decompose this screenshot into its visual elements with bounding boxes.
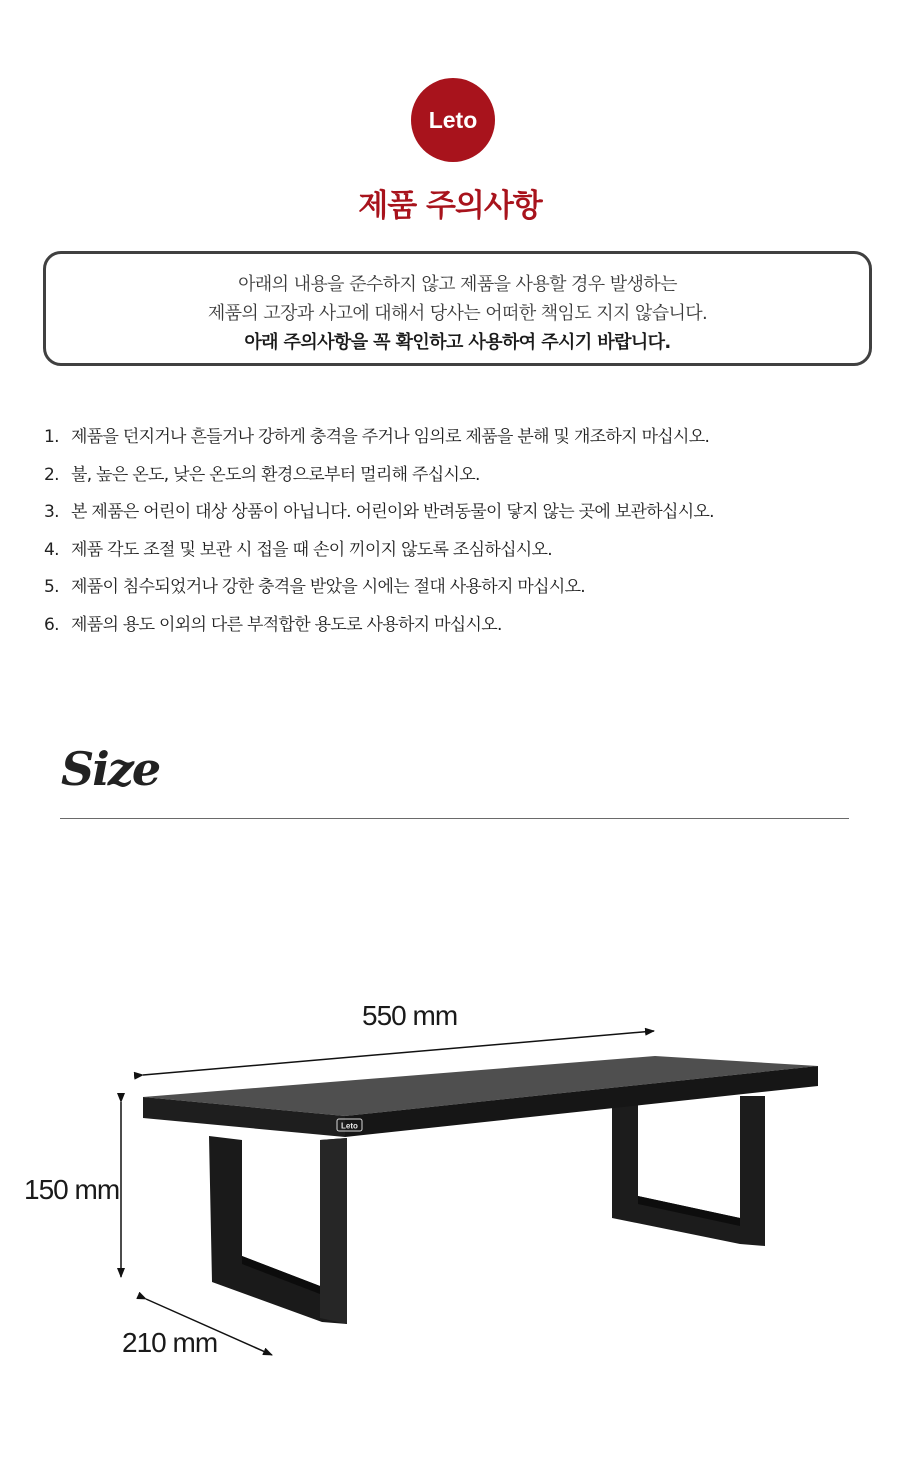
caution-text: 제품의 용도 이외의 다른 부적합한 용도로 사용하지 마십시오. <box>71 614 502 635</box>
size-title: Size <box>61 742 160 796</box>
notice-line-2: 제품의 고장과 사고에 대해서 당사는 어떠한 책임도 지지 않습니다. <box>207 303 708 324</box>
notice-line-3: 아래 주의사항을 꼭 확인하고 사용하여 주시기 바랍니다. <box>244 332 671 353</box>
caution-list <box>44 419 874 644</box>
caution-number: 5. <box>44 577 59 597</box>
back-leg <box>612 1096 765 1246</box>
logo-text: Leto <box>428 107 478 133</box>
caution-text: 본 제품은 어린이 대상 상품이 아닙니다. 어린이와 반려동물이 닿지 않는 곳에 보관하십시오. <box>71 502 714 522</box>
height-dimension-label: 150 mm <box>24 1174 120 1205</box>
caution-text: 불, 높은 온도, 낮은 온도의 환경으로부터 멀리해 주십시오. <box>71 464 480 485</box>
caution-item <box>44 569 874 607</box>
caution-number: 3. <box>44 502 59 522</box>
caution-number: 6. <box>44 614 59 635</box>
depth-dimension-label: 210 mm <box>122 1327 218 1358</box>
caution-text: 제품 각도 조절 및 보관 시 접을 때 손이 끼이지 않도록 조심하십시오. <box>71 539 552 560</box>
caution-number: 2. <box>44 464 59 485</box>
front-leg <box>209 1136 347 1324</box>
notice-line-1: 아래의 내용을 준수하지 않고 제품을 사용할 경우 발생하는 <box>238 274 677 295</box>
caution-number: 4. <box>44 539 59 560</box>
notice-box <box>43 251 872 366</box>
leto-logo-icon <box>411 78 495 162</box>
caution-text: 제품이 침수되었거나 강한 충격을 받았을 시에는 절대 사용하지 마십시오. <box>71 577 585 597</box>
page-title: 제품 주의사항 <box>358 188 542 224</box>
size-divider <box>60 818 849 819</box>
caution-item <box>44 607 874 645</box>
product-logo-text: Leto <box>341 1121 358 1131</box>
caution-item <box>44 457 874 495</box>
brand-logo <box>411 78 495 162</box>
width-dimension-label: 550 mm <box>362 1000 458 1031</box>
caution-item <box>44 494 874 532</box>
caution-number: 1. <box>44 427 59 447</box>
tabletop <box>143 1056 818 1137</box>
caution-item <box>44 532 874 570</box>
caution-text: 제품을 던지거나 흔들거나 강하게 충격을 주거나 임의로 제품을 분해 및 개조하지 마십시오. <box>71 427 710 447</box>
caution-item <box>44 419 874 457</box>
